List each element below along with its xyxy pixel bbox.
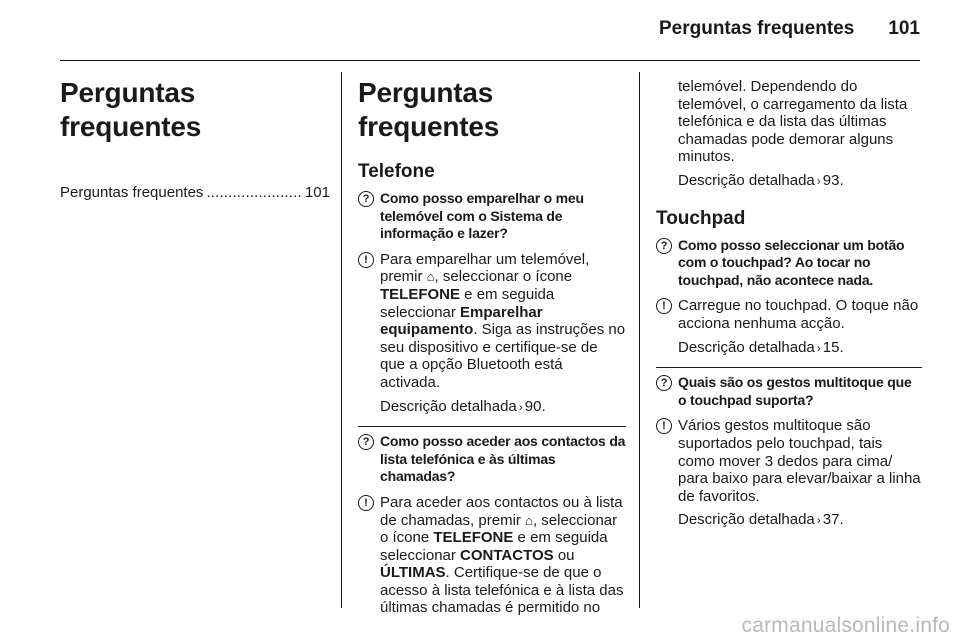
answer-continuation: telemóvel. Dependendo do telemóvel, o carregamento da lista telefónica e da lista das últimas chamadas pode demorar alguns minutos.	[678, 78, 908, 166]
question-block	[358, 433, 626, 486]
toc-entry-label: Perguntas frequentes	[60, 184, 204, 201]
question-text: Como posso emparelhar o meu telemóvel com o Sistema de informação e lazer?	[380, 190, 584, 242]
home-button-icon: ⌂	[525, 512, 533, 528]
running-head	[60, 18, 920, 46]
toc-entry-page: 101	[304, 184, 330, 201]
question-text: Como posso aceder aos contactos da lista telefónica e às últimas chamadas?	[380, 433, 626, 485]
question-text: Quais são os gestos multitoque que o touchpad suporta?	[678, 374, 912, 408]
question-text: Como posso seleccionar um botão com o touchpad? Ao tocar no touchpad, não acontece nada.	[678, 236, 905, 288]
question-icon: ?	[656, 375, 672, 391]
home-button-icon: ⌂	[426, 269, 435, 285]
answer-text: Carregue no touchpad. O toque não acciona nenhuma acção.	[678, 297, 919, 332]
content-column-1	[358, 72, 626, 617]
question-block	[656, 374, 922, 409]
keyword: CONTACTOS	[460, 546, 554, 564]
keyword: Emparelhar equipamento	[380, 303, 543, 339]
header-rule	[60, 60, 920, 61]
ref-arrow-icon: ›	[816, 513, 821, 528]
question-icon: ?	[358, 434, 374, 450]
page-number: 101	[888, 18, 920, 39]
answer-block	[656, 417, 922, 505]
answer-block	[656, 297, 922, 332]
ref-arrow-icon: ›	[816, 340, 821, 355]
answer-block	[358, 251, 626, 392]
watermark: carmanualsonline.info	[741, 614, 950, 637]
answer-icon: !	[656, 298, 672, 314]
section-title-telefone: Telefone	[358, 161, 435, 182]
keyword: TELEFONE	[380, 285, 461, 303]
running-head-title: Perguntas frequentes	[658, 18, 855, 39]
answer-text: Para emparelhar um telemóvel, premir ⌂, seleccionar o ícone TELEFONE e em seguida seleccionar Emparelhar equipamento. Siga as instruções no seu dispositivo e certifique-se de que a opção Bluetooth está activada.	[380, 250, 626, 391]
question-icon: ?	[656, 238, 672, 254]
keyword: TELEFONE	[433, 529, 514, 547]
toc-title: Perguntas frequentes	[60, 77, 202, 142]
content-column-2	[656, 72, 922, 530]
ref-page: 90.	[524, 397, 546, 415]
toc-column	[60, 72, 330, 201]
toc-entry[interactable]	[60, 184, 330, 201]
column-rule-2	[639, 72, 640, 608]
cross-reference[interactable]: Descrição detalhada › 15.	[678, 338, 844, 356]
ref-page: 15.	[822, 338, 844, 356]
ref-arrow-icon: ›	[816, 173, 821, 188]
ref-page: 93.	[822, 171, 844, 189]
qa-divider	[656, 367, 922, 368]
qa-divider	[358, 426, 626, 427]
ref-arrow-icon: ›	[518, 399, 523, 414]
answer-text: Vários gestos multitoque são suportados pelo touchpad, tais como mover 3 dedos para cima/ para baixo para elevar/baixar a linha de favoritos.	[678, 417, 921, 505]
question-block	[656, 237, 922, 290]
answer-icon: !	[358, 495, 374, 511]
section-title-touchpad: Touchpad	[656, 207, 746, 229]
cross-reference[interactable]: Descrição detalhada › 90.	[380, 397, 546, 415]
answer-text: Para aceder aos contactos ou à lista de chamadas, premir ⌂, seleccionar o ícone TELEFONE e em seguida seleccionar CONTACTOS ou ÚLTIMAS. Certifique-se de que o acesso à lista telefónica e à lista das últimas chamadas é permitido no	[380, 493, 624, 617]
answer-icon: !	[358, 252, 374, 268]
toc-leader-dots	[206, 184, 302, 201]
chapter-title: Perguntas frequentes	[358, 77, 500, 142]
question-block	[358, 190, 626, 243]
answer-icon: !	[656, 418, 672, 434]
column-rule-1	[341, 72, 342, 608]
keyword: ÚLTIMAS	[380, 564, 446, 582]
answer-block	[358, 494, 626, 617]
cross-reference[interactable]: Descrição detalhada › 93.	[678, 171, 844, 189]
question-icon: ?	[358, 191, 374, 207]
ref-page: 37.	[822, 511, 844, 529]
cross-reference[interactable]: Descrição detalhada › 37.	[678, 511, 844, 529]
